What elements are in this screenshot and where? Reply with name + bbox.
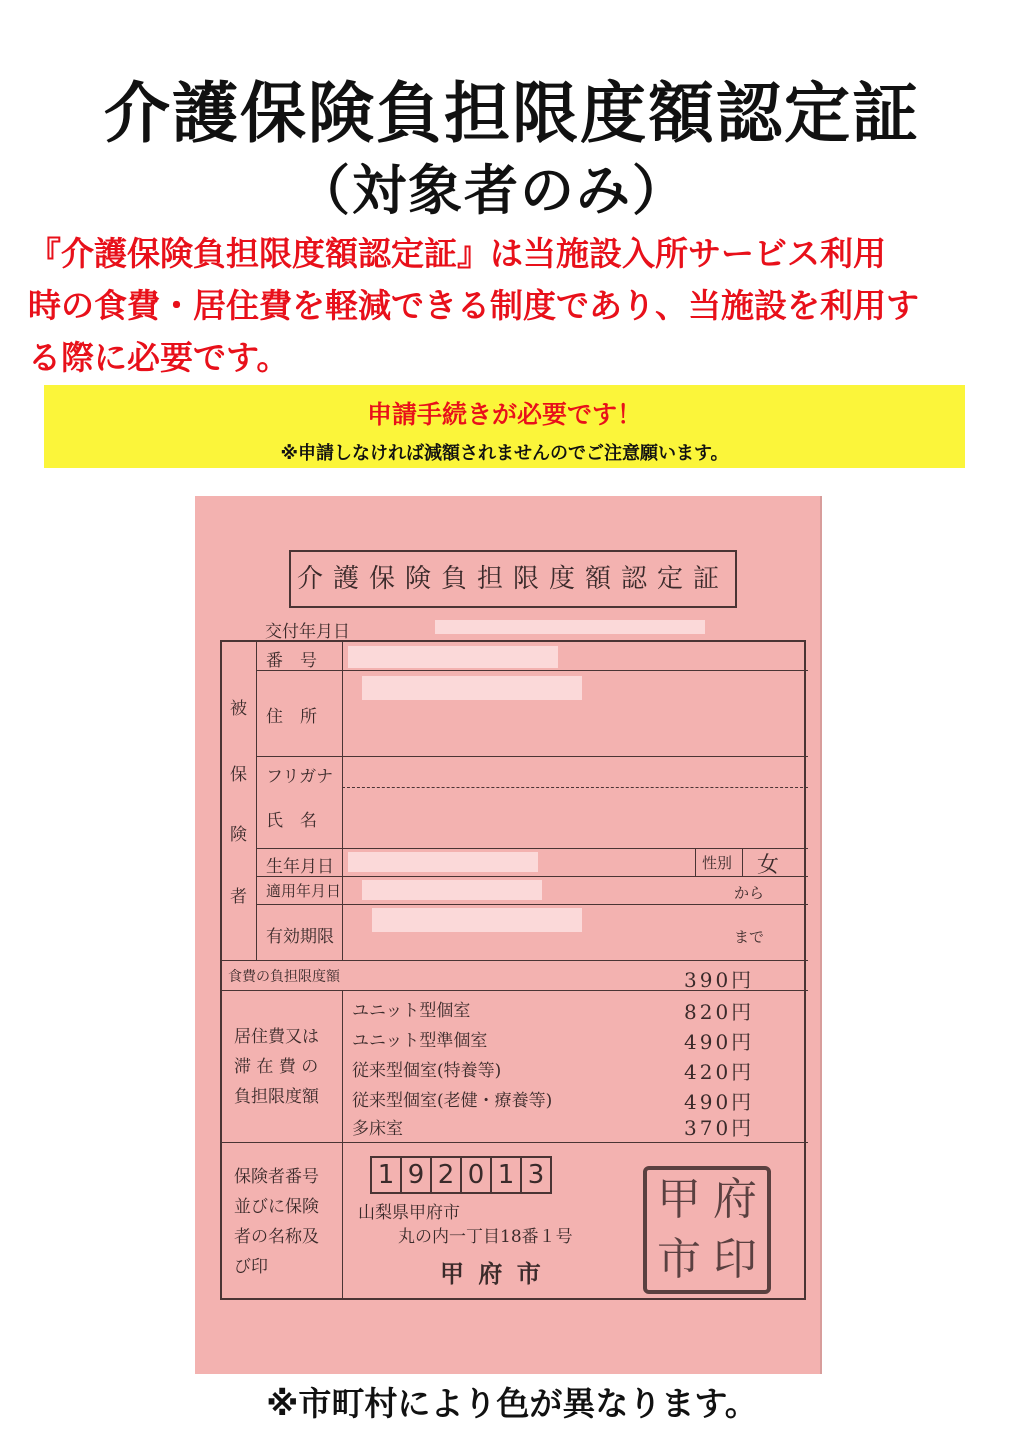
food-limit-label: 食費の負担限度額 [228, 969, 340, 985]
insurer-address-line: 山梨県甲府市 [358, 1203, 460, 1223]
from-label: から [734, 884, 765, 902]
insurer-label-line: 保険者番号 [234, 1167, 319, 1187]
insurer-digit: 0 [460, 1156, 492, 1194]
valid-period-label: 有効期限 [266, 927, 334, 947]
name-label: 氏 名 [266, 811, 317, 831]
seal-char: 市 [657, 1234, 701, 1285]
seal-char: 甲 [657, 1174, 701, 1225]
seal-char: 府 [713, 1174, 757, 1225]
until-label: まで [734, 928, 765, 946]
insurer-digit: 9 [400, 1156, 432, 1194]
room-type: 多床室 [352, 1119, 403, 1139]
notice-line: 時の食費・居住費を軽減できる制度であり、当施設を利用す [28, 286, 919, 325]
certificate-image [195, 496, 822, 1374]
birthdate-label: 生年月日 [266, 857, 334, 877]
redacted-issue-date [435, 620, 705, 634]
room-amount: 490円 [684, 1090, 755, 1114]
banner-headline: 申請手続きが必要です！ [366, 400, 642, 429]
notice-text [28, 228, 988, 384]
redacted-applicable-date [362, 880, 542, 900]
certificate-title: 介護保険負担限度額認定証 [289, 550, 737, 608]
room-amount: 420円 [684, 1060, 755, 1084]
applicable-date-label: 適用年月日 [266, 882, 342, 900]
official-seal [643, 1166, 771, 1294]
redacted-birthdate [348, 852, 538, 872]
insurer-label-line: 並びに保険 [234, 1197, 319, 1217]
address-label: 住 所 [266, 707, 317, 727]
footer-note: ※市町村により色が異なります。 [266, 1384, 758, 1423]
food-limit-value: 390円 [684, 968, 755, 992]
gender-value: 女 [757, 853, 780, 878]
residence-label-line: 負担限度額 [234, 1087, 319, 1107]
seal-char: 印 [713, 1234, 757, 1285]
gender-label: 性別 [702, 854, 733, 872]
insured-char: 者 [230, 887, 247, 907]
insurer-label-line: び印 [234, 1257, 268, 1277]
room-amount: 370円 [684, 1116, 755, 1140]
insurer-label-line: 者の名称及 [234, 1227, 319, 1247]
insurer-digit: 1 [490, 1156, 522, 1194]
insurer-address-line: 丸の内一丁目18番１号 [398, 1227, 573, 1247]
banner-note: ※申請しなければ減額されませんのでご注意願います。 [280, 443, 729, 464]
insurer-digit: 2 [430, 1156, 462, 1194]
redacted-number [348, 646, 558, 668]
insurer-digit: 1 [370, 1156, 402, 1194]
room-type: ユニット型個室 [352, 1001, 471, 1021]
insured-char: 保 [230, 765, 247, 785]
page-subtitle: （対象者のみ） [296, 159, 688, 222]
insurer-name: 甲 府 市 [440, 1259, 544, 1288]
insurer-number [370, 1156, 550, 1194]
notice-line: る際に必要です。 [28, 338, 290, 377]
room-type: 従来型個室(特養等) [352, 1061, 502, 1081]
issue-date-label: 交付年月日 [265, 622, 350, 642]
insured-char: 被 [230, 699, 247, 719]
number-label: 番 号 [266, 651, 317, 671]
room-type: ユニット型準個室 [352, 1031, 488, 1051]
room-amount: 820円 [684, 1000, 755, 1024]
insurer-digit: 3 [520, 1156, 552, 1194]
room-amount: 490円 [684, 1030, 755, 1054]
redacted-valid-period [372, 908, 582, 932]
insured-char: 険 [230, 825, 247, 845]
residence-label-line: 居住費又は [234, 1027, 319, 1047]
page-title: 介護保険負担限度額認定証 [104, 75, 920, 152]
redacted-address [362, 676, 582, 700]
furigana-label: フリガナ [266, 767, 334, 787]
application-banner [44, 385, 965, 468]
room-type: 従来型個室(老健・療養等) [352, 1091, 553, 1111]
notice-line: 『介護保険負担限度額認定証』は当施設入所サービス利用 [28, 234, 886, 273]
residence-label-line: 滞 在 費 の [234, 1057, 319, 1077]
